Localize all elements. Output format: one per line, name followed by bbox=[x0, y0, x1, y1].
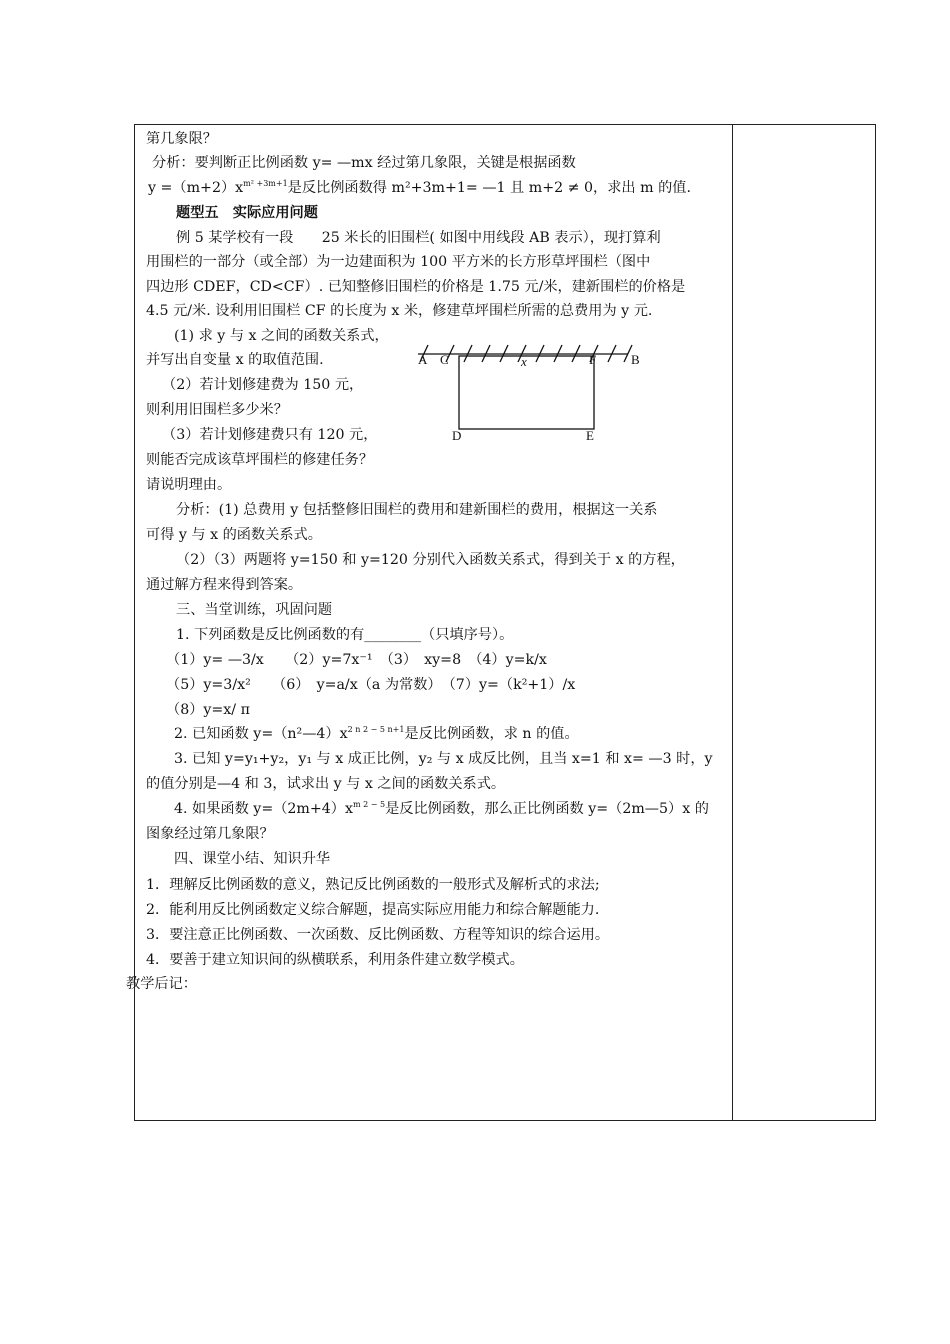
text-line: 4.5 元/米. 设利用旧围栏 CF 的长度为 x 米，修建草坪围栏所需的总费用为 y 元. bbox=[146, 303, 653, 319]
text-line: （3）若计划修建费只有 120 元， bbox=[162, 427, 378, 443]
fence-diagram bbox=[414, 340, 646, 445]
label-c: C bbox=[440, 352, 449, 367]
text-line: 4．要善于建立知识间的纵横联系，利用条件建立数学模式。 bbox=[146, 952, 524, 968]
label-a: A bbox=[418, 352, 428, 367]
text-line: 3. 已知 y=y₁+y₂，y₁ 与 x 成正比例，y₂ 与 x 成反比例，且当 x=1 和 x= —3 时，y bbox=[174, 751, 713, 767]
text-line: 例 5 某学校有一段 25 米长的旧围栏( 如图中用线段 AB 表示），现打算利 bbox=[176, 230, 661, 246]
label-d: D bbox=[452, 428, 462, 443]
text-line: 3．要注意正比例函数、一次函数、反比例函数、方程等知识的综合运用。 bbox=[146, 927, 610, 943]
text-line: （2）（3）两题将 y=150 和 y=120 分别代入函数关系式，得到关于 x 的方程， bbox=[176, 552, 685, 568]
text-line: 则利用旧围栏多少米？ bbox=[146, 402, 288, 418]
text-line: 2．能利用反比例函数定义综合解题，提高实际应用能力和综合解题能力. bbox=[146, 902, 600, 918]
label-e: E bbox=[586, 428, 594, 443]
text-line: 请说明理由。 bbox=[146, 477, 232, 493]
text-line: 1. 下列函数是反比例函数的有________（只填序号）。 bbox=[176, 627, 514, 643]
section-heading: 三、当堂训练，巩固问题 bbox=[176, 602, 333, 618]
label-b: B bbox=[631, 352, 640, 367]
text-line: （1）y= —3/x （2）y=7x⁻¹ （3） xy=8 （4）y=k/x bbox=[166, 652, 547, 668]
table-frame bbox=[134, 124, 876, 1121]
text-line: 通过解方程来得到答案。 bbox=[146, 577, 303, 593]
text-line: 的值分别是—4 和 3，试求出 y 与 x 之间的函数关系式。 bbox=[146, 776, 506, 792]
text-line: 分析：(1) 总费用 y 包括整修旧围栏的费用和建新围栏的费用，根据这一关系 bbox=[176, 502, 658, 518]
right-column-divider bbox=[732, 124, 733, 1121]
formula-line: 2. 已知函数 $y=(n^2—4)x^{2 n 2 - 5 n+1}$是反比例函数，求 n 的值。 bbox=[174, 725, 579, 742]
text-line: 用围栏的一部分（或全部）为一边建面积为 100 平方米的长方形草坪围栏（图中 bbox=[146, 254, 651, 270]
text-line: （8）y=x/ π bbox=[166, 702, 250, 718]
section-heading: 题型五 实际应用问题 bbox=[176, 205, 318, 221]
text-line: （5）y=3/x² （6） y=a/x（a 为常数） （7）y=（k²+1）/x bbox=[166, 677, 576, 693]
text-line: 第几象限？ bbox=[146, 131, 217, 147]
text-line: 1．理解反比例函数的意义，熟记反比例函数的一般形式及解析式的求法; bbox=[146, 877, 600, 893]
text-line: 则能否完成该草坪围栏的修建任务？ bbox=[146, 452, 374, 468]
text-line: 四边形 CDEF，CD<CF）. 已知整修旧围栏的价格是 1.75 元/米，建新围栏的价格是 bbox=[146, 279, 686, 295]
label-f: F bbox=[589, 352, 597, 367]
text-line: 可得 y 与 x 的函数关系式。 bbox=[146, 527, 322, 543]
label-x: x bbox=[521, 354, 527, 369]
text-line: (1) 求 y 与 x 之间的函数关系式， bbox=[174, 328, 389, 344]
text-line: （2）若计划修建费为 150 元， bbox=[162, 377, 364, 393]
text-line: 图象经过第几象限？ bbox=[146, 826, 274, 842]
text-line: 并写出自变量 x 的取值范围. bbox=[146, 352, 324, 368]
section-heading: 四、课堂小结、知识升华 bbox=[174, 851, 331, 867]
afterword-label: 教学后记： bbox=[126, 976, 197, 992]
formula-line: $y =(m+2)x^{m^2 +3m+1}$是反比例函数得 m²+3m+1= —1 且 m+2 ≠ 0，求出 m 的值. bbox=[148, 179, 691, 196]
text-line: 分析：要判断正比例函数 y= —mx 经过第几象限，关键是根据函数 bbox=[152, 155, 576, 171]
formula-line: 4. 如果函数 $y=(2m+4)x^{m 2 - 5}$是反比例函数，那么正比例函数 y=（2m—5）x 的 bbox=[174, 800, 709, 817]
